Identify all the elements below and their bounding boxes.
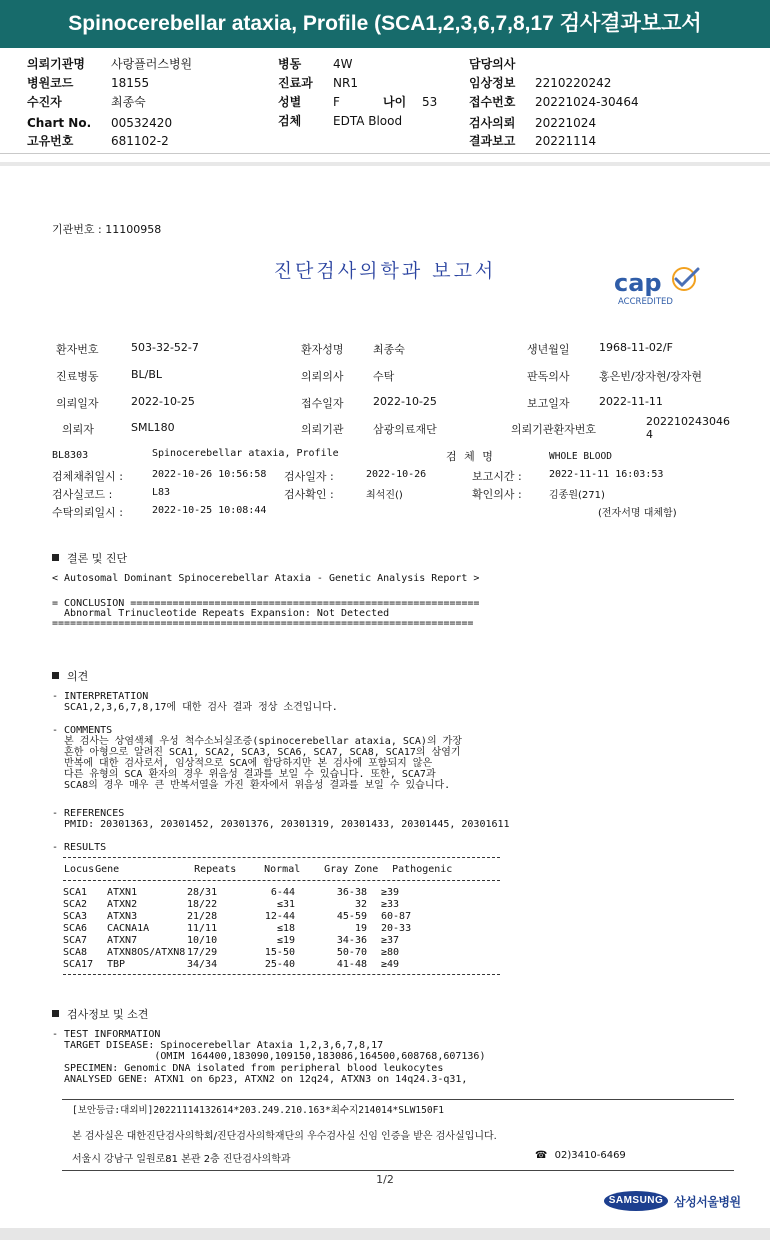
conclusion-line: ====================================================================== <box>52 618 474 629</box>
patient-field: 환자번호 503-32-52-7 <box>56 341 199 356</box>
table-rule <box>63 974 500 975</box>
table-row <box>63 923 500 935</box>
table-cell: SCA2 <box>63 899 88 910</box>
page-bottom-bar <box>0 1228 770 1240</box>
confirm-value: 최석진() <box>366 490 403 501</box>
page-number: 1/2 <box>376 1173 394 1186</box>
results-title: - RESULTS <box>52 842 107 853</box>
test-code: BL8303 <box>52 450 89 461</box>
table-row <box>63 935 500 947</box>
hospital-name: 삼성서울병원 <box>674 1195 741 1209</box>
patient-field: 의뢰일자 2022-10-25 <box>56 395 195 410</box>
test-info-line: (OMIM 164400,183090,109150,183086,164500,608768,607136) <box>52 1051 486 1062</box>
table-cell: 28/31 <box>187 887 218 898</box>
patient-field: 의뢰기관 삼광의료재단 <box>301 423 437 436</box>
table-cell: 34/34 <box>187 959 218 970</box>
interpretation-text: SCA1,2,3,6,7,8,17에 대한 검사 결과 정상 소견입니다. <box>52 702 338 713</box>
receive-value: 2022-10-25 10:08:44 <box>152 505 267 516</box>
table-cell: 45-59 <box>336 911 367 922</box>
test-date-label: 검사일자 : <box>284 470 334 483</box>
header-field: 의뢰기관명 사랑플러스병원 <box>27 57 193 71</box>
results-header-table <box>63 864 500 876</box>
header-field-age: 나이 53 <box>383 95 438 109</box>
divider <box>0 153 770 154</box>
table-header-row <box>63 864 500 876</box>
conclusion-result: Abnormal Trinucleotide Repeats Expansion: Not Detected <box>52 608 390 619</box>
certification-text: 본 검사실은 대한진단검사의학회/진단검사의학재단의 우수검사실 신임 인증을 받은 검사실입니다. <box>72 1131 497 1142</box>
table-cell: 15-50 <box>264 947 295 958</box>
references-title: - REFERENCES <box>52 808 125 819</box>
header-field: Chart No. 00532420 <box>27 116 173 130</box>
section-opinion: 의견 <box>52 668 88 684</box>
header-field: 검체 EDTA Blood <box>278 114 403 128</box>
report-time-value: 2022-11-11 16:03:53 <box>549 469 664 480</box>
column-header: Gene <box>95 864 120 875</box>
receive-label: 수탁의뢰일시 : <box>52 506 123 519</box>
table-cell: ATXN3 <box>107 911 138 922</box>
specimen-value: WHOLE BLOOD <box>549 451 612 462</box>
samsung-logo: SAMSUNG <box>604 1191 668 1211</box>
column-header: Locus <box>64 864 95 875</box>
results-table <box>63 853 500 975</box>
table-cell: 36-38 <box>336 887 367 898</box>
specimen-label: 검 체 명 <box>446 450 495 463</box>
header-field: 병동 4W <box>278 57 353 71</box>
table-cell: ≥33 <box>381 899 400 910</box>
table-rule <box>63 880 500 881</box>
table-cell: ATXN1 <box>107 887 138 898</box>
collect-label: 검체채취일시 : <box>52 470 123 483</box>
table-cell: ≤19 <box>276 935 295 946</box>
table-cell: CACNA1A <box>107 923 150 934</box>
table-cell: 19 <box>354 923 367 934</box>
conclusion-line: = CONCLUSION ========================================================== <box>52 598 480 609</box>
table-cell: ≥80 <box>381 947 400 958</box>
confirm-label: 검사확인 : <box>284 488 334 501</box>
phone-icon: ☎ <box>535 1150 548 1161</box>
table-cell: SCA3 <box>63 911 88 922</box>
header-field: 수진자 최종숙 <box>27 95 146 109</box>
table-row <box>63 899 500 911</box>
header-field: 병원코드 18155 <box>27 76 150 90</box>
table-row <box>63 911 500 923</box>
section-conclusion: 결론 및 진단 <box>52 550 127 566</box>
institution-number: 기관번호 : 11100958 <box>52 223 162 236</box>
test-info-line: TARGET DISEASE: Spinocerebellar Ataxia 1,2,3,6,7,8,17 <box>52 1040 384 1051</box>
room-value: L83 <box>152 487 171 498</box>
interpretation-title: - INTERPRETATION <box>52 691 149 702</box>
square-bullet-icon <box>52 672 59 679</box>
table-cell: TBP <box>107 959 126 970</box>
patient-field: 진료병동 BL/BL <box>56 368 163 383</box>
security-line: [보안등급:대외비]20221114132614*203.249.210.163*최수지214014*SLW150F1 <box>72 1105 445 1116</box>
table-cell: ≤31 <box>276 899 295 910</box>
table-cell: 10/10 <box>187 935 218 946</box>
header-field: 접수번호 20221024-30464 <box>469 95 639 109</box>
table-cell: 18/22 <box>187 899 218 910</box>
header-field: 임상정보 2210220242 <box>469 76 612 90</box>
table-cell: SCA1 <box>63 887 88 898</box>
table-cell: 21/28 <box>187 911 218 922</box>
comments-line: 흔한 아형으로 알려진 SCA1, SCA2, SCA3, SCA6, SCA7, SCA8, SCA17의 삼염기 <box>52 747 461 758</box>
report-title: Spinocerebellar ataxia, Profile (SCA1,2,3,6,7,8,17 검사결과보고서 <box>68 12 702 35</box>
table-cell: ≥37 <box>381 935 400 946</box>
table-cell: 12-44 <box>264 911 295 922</box>
square-bullet-icon <box>52 1010 59 1017</box>
table-cell: SCA8 <box>63 947 88 958</box>
square-bullet-icon <box>52 554 59 561</box>
table-cell: 34-36 <box>336 935 367 946</box>
table-cell: SCA6 <box>63 923 88 934</box>
collect-value: 2022-10-26 10:56:58 <box>152 469 267 480</box>
table-row <box>63 887 500 899</box>
table-cell: ATXN2 <box>107 899 138 910</box>
test-info-line: - TEST INFORMATION <box>52 1029 161 1040</box>
comments-line: SCA8의 경우 매우 큰 반복서열을 가진 환자에서 위음성 결과를 보일 수 있습니다. <box>52 780 451 791</box>
patient-field: 의뢰자 SML180 <box>62 421 175 436</box>
doctor-label: 확인의사 : <box>472 488 522 501</box>
section-test-info: 검사정보 및 소견 <box>52 1006 148 1022</box>
esign-note: (전자서명 대체함) <box>598 508 677 519</box>
table-cell: 25-40 <box>264 959 295 970</box>
doctor-value: 김종원(271) <box>549 490 605 501</box>
report-time-label: 보고시간 : <box>472 470 522 483</box>
references-text: PMID: 20301363, 20301452, 20301376, 20301319, 20301433, 20301445, 20301611 <box>52 819 510 830</box>
document-title: 진단검사의학과 보고서 <box>273 260 497 282</box>
test-info-line: ANALYSED GENE: ATXN1 on 6p23, ATXN2 on 12q24, ATXN3 on 14q24.3-q31, <box>52 1074 468 1085</box>
table-cell: SCA17 <box>63 959 94 970</box>
table-cell: 32 <box>354 899 367 910</box>
column-header: Pathogenic <box>392 864 453 875</box>
table-cell: ≥49 <box>381 959 400 970</box>
header-field: 검사의뢰 20221024 <box>469 116 597 130</box>
header-field: 결과보고 20221114 <box>469 134 597 148</box>
test-name: Spinocerebellar ataxia, Profile <box>152 448 339 459</box>
table-row <box>63 959 500 971</box>
patient-field: 보고일자 2022-11-11 <box>527 395 663 410</box>
report-header-line: < Autosomal Dominant Spinocerebellar Ataxia - Genetic Analysis Report > <box>52 573 480 584</box>
table-cell: ATXN8OS/ATXN8 <box>107 947 186 958</box>
table-cell: ≥39 <box>381 887 400 898</box>
header-field: 고유번호 681102-2 <box>27 134 169 148</box>
table-cell: 6-44 <box>270 887 295 898</box>
patient-field: 생년월일 1968-11-02/F <box>527 341 673 356</box>
table-cell: 50-70 <box>336 947 367 958</box>
table-cell: SCA7 <box>63 935 88 946</box>
comments-title: - COMMENTS <box>52 725 113 736</box>
table-rule <box>63 857 500 858</box>
header-field: 성별 F <box>278 95 340 109</box>
phone-number: ☎ 02)3410-6469 <box>535 1150 626 1161</box>
column-header: Normal <box>264 864 301 875</box>
table-cell: ≤18 <box>276 923 295 934</box>
divider <box>0 162 770 166</box>
cap-logo-text: cap <box>614 269 662 297</box>
comments-line: 반복에 대한 검사로서, 임상적으로 SCA에 합당하지만 본 검사에 포함되지 않은 <box>52 758 433 769</box>
cap-accredited-text: ACCREDITED <box>618 297 673 307</box>
table-cell: 60-87 <box>381 911 412 922</box>
column-header: Gray Zone <box>324 864 379 875</box>
table-cell: 41-48 <box>336 959 367 970</box>
report-title-bar <box>0 0 770 48</box>
table-cell: ATXN7 <box>107 935 138 946</box>
header-field: 담당의사 <box>469 57 516 71</box>
table-cell: 20-33 <box>381 923 412 934</box>
header-field: 진료과 NR1 <box>278 76 358 90</box>
room-label: 검사실코드 : <box>52 488 113 501</box>
patient-field: 의뢰의사 수탁 <box>301 370 395 383</box>
comments-line: 다른 유형의 SCA 환자의 경우 위음성 결과를 보일 수 있습니다. 또한, SCA7과 <box>52 769 436 780</box>
cap-accredited-logo <box>612 265 712 309</box>
table-cell: 17/29 <box>187 947 218 958</box>
comments-line: 본 검사는 상염색체 우성 척수소뇌실조증(spinocerebellar ataxia, SCA)의 가장 <box>52 736 462 747</box>
table-row <box>63 947 500 959</box>
cap-logo-icon <box>612 265 712 309</box>
patient-field: 환자성명 최종숙 <box>301 343 405 356</box>
column-header: Repeats <box>194 864 237 875</box>
table-cell: 11/11 <box>187 923 218 934</box>
patient-field: 판독의사 홍은빈/장자현/장자현 <box>527 370 703 383</box>
lab-address: 서울시 강남구 일원로81 본관 2층 진단검사의학과 <box>72 1154 291 1165</box>
patient-field: 접수일자 2022-10-25 <box>301 395 437 410</box>
test-date-value: 2022-10-26 <box>366 469 427 480</box>
results-body-table <box>63 887 500 971</box>
test-info-line: SPECIMEN: Genomic DNA isolated from peripheral blood leukocytes <box>52 1063 444 1074</box>
patient-field: 의뢰기관환자번호 2022102430464 <box>511 415 730 441</box>
